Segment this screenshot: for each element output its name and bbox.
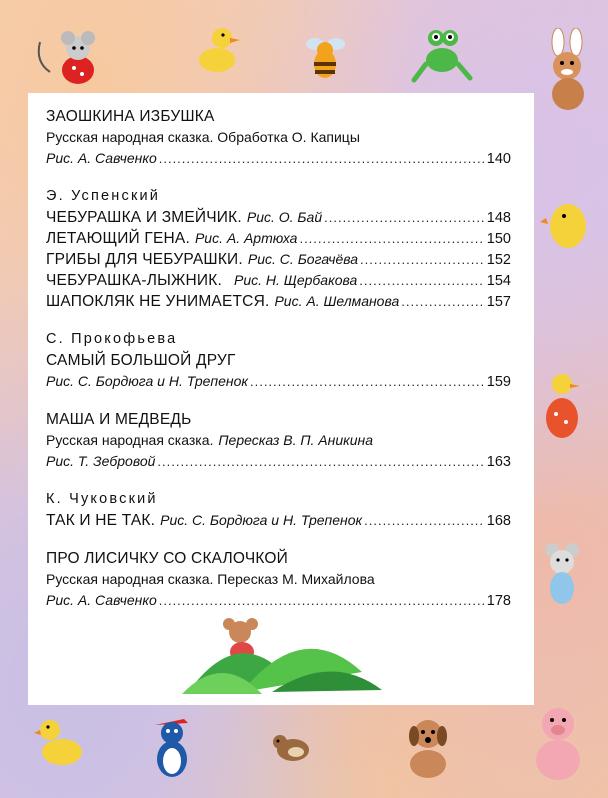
duckling-icon (34, 712, 89, 772)
toc-illustrator-line[interactable] (46, 148, 511, 169)
toc-note-italic: Пересказ В. П. Аникина (218, 432, 373, 448)
dot-leader (250, 371, 485, 392)
toc-entry[interactable] (46, 228, 511, 249)
toc-title: ШАПОКЛЯК НЕ УНИМАЕТСЯ. (46, 293, 270, 310)
dot-leader (157, 451, 484, 472)
toc-note: Русская народная сказка. Обработка О. Капицы (46, 129, 360, 145)
toc-title: ПРО ЛИСИЧКУ СО СКАЛОЧКОЙ (46, 550, 289, 567)
toc-illustrator-line[interactable] (46, 451, 511, 472)
toc-illustrator: Рис. О. Бай (246, 209, 323, 225)
dot-leader (159, 148, 485, 169)
mouse-in-leaves-icon (182, 612, 382, 697)
toc-page-number: 159 (486, 374, 511, 390)
toc-illustrator: Рис. Т. Зебровой (46, 453, 156, 469)
puppy-icon (398, 712, 458, 782)
chick-icon (540, 188, 595, 253)
dot-leader (360, 249, 485, 270)
toc-entry[interactable] (46, 270, 511, 291)
toc-author: К. Чуковский (46, 491, 158, 507)
table-of-contents (46, 106, 511, 611)
toc-page-number: 178 (486, 593, 511, 609)
toc-author: Э. Успенский (46, 188, 161, 204)
toc-entry[interactable] (46, 249, 511, 270)
dot-leader (364, 510, 485, 531)
toc-author: С. Прокофьева (46, 331, 178, 347)
dot-leader (159, 590, 485, 611)
toc-page-number: 152 (486, 252, 511, 268)
toc-page-number: 154 (486, 273, 511, 289)
toc-title: САМЫЙ БОЛЬШОЙ ДРУГ (46, 352, 236, 369)
toc-illustrator: Рис. А. Артюха (194, 230, 298, 246)
toc-page-number: 168 (486, 513, 511, 529)
bee-icon (300, 30, 350, 85)
rabbit-icon (536, 28, 596, 113)
toc-entry[interactable] (46, 510, 511, 531)
toc-page-number: 150 (486, 231, 511, 247)
toc-illustrator-line[interactable] (46, 371, 511, 392)
pig-icon (520, 700, 595, 785)
duckling-icon (192, 20, 242, 80)
toc-title-line (46, 106, 511, 127)
toc-title: ЛЕТАЮЩИЙ ГЕНА. (46, 230, 190, 247)
toc-title-line (46, 350, 511, 371)
toc-illustrator: Рис. С. Бордюга и Н. Трепенок (160, 512, 363, 528)
toc-entry[interactable] (46, 291, 511, 312)
toc-illustrator-line[interactable] (46, 590, 511, 611)
toc-entry[interactable] (46, 207, 511, 228)
toc-title: ЧЕБУРАШКА-ЛЫЖНИК. (46, 272, 222, 289)
toc-illustrator: Рис. С. Богачёва (247, 251, 359, 267)
toc-title: МАША И МЕДВЕДЬ (46, 411, 192, 428)
mouse-icon (540, 540, 585, 610)
toc-title-line (46, 409, 511, 430)
dot-leader (359, 270, 485, 291)
toc-page-number: 148 (486, 210, 511, 226)
toc-illustrator: Рис. Н. Щербакова (233, 272, 358, 288)
toc-note: Русская народная сказка. Пересказ М. Михайлова (46, 571, 375, 587)
toc-illustrator: Рис. А. Савченко (46, 150, 157, 166)
toc-title: ТАК И НЕ ТАК. (46, 512, 156, 529)
toc-note-line (46, 430, 511, 451)
toc-note-line (46, 569, 511, 590)
dot-leader (324, 207, 485, 228)
toc-illustrator: Рис. А. Савченко (46, 592, 157, 608)
toc-note-line (46, 127, 511, 148)
frog-icon (410, 20, 475, 85)
toc-illustrator: Рис. С. Бордюга и Н. Трепенок (46, 373, 248, 389)
toc-page-number: 140 (486, 151, 511, 167)
toc-note: Русская народная сказка. (46, 432, 214, 448)
dot-leader (299, 228, 484, 249)
mouse-icon (30, 22, 110, 92)
sparrow-icon (268, 728, 318, 768)
toc-title: ЧЕБУРАШКА И ЗМЕЙЧИК. (46, 209, 242, 226)
toc-author-line (46, 329, 511, 350)
toc-author-line (46, 489, 511, 510)
toc-title: ЗАОШКИНА ИЗБУШКА (46, 108, 215, 125)
toc-title: ГРИБЫ ДЛЯ ЧЕБУРАШКИ. (46, 251, 243, 268)
toc-page-number: 163 (486, 454, 511, 470)
penguin-icon (150, 715, 195, 780)
toc-page-number: 157 (486, 294, 511, 310)
dot-leader (401, 291, 485, 312)
toc-illustrator: Рис. А. Шелманова (274, 293, 400, 309)
chick-icon (540, 370, 585, 445)
toc-author-line (46, 186, 511, 207)
toc-title-line (46, 548, 511, 569)
